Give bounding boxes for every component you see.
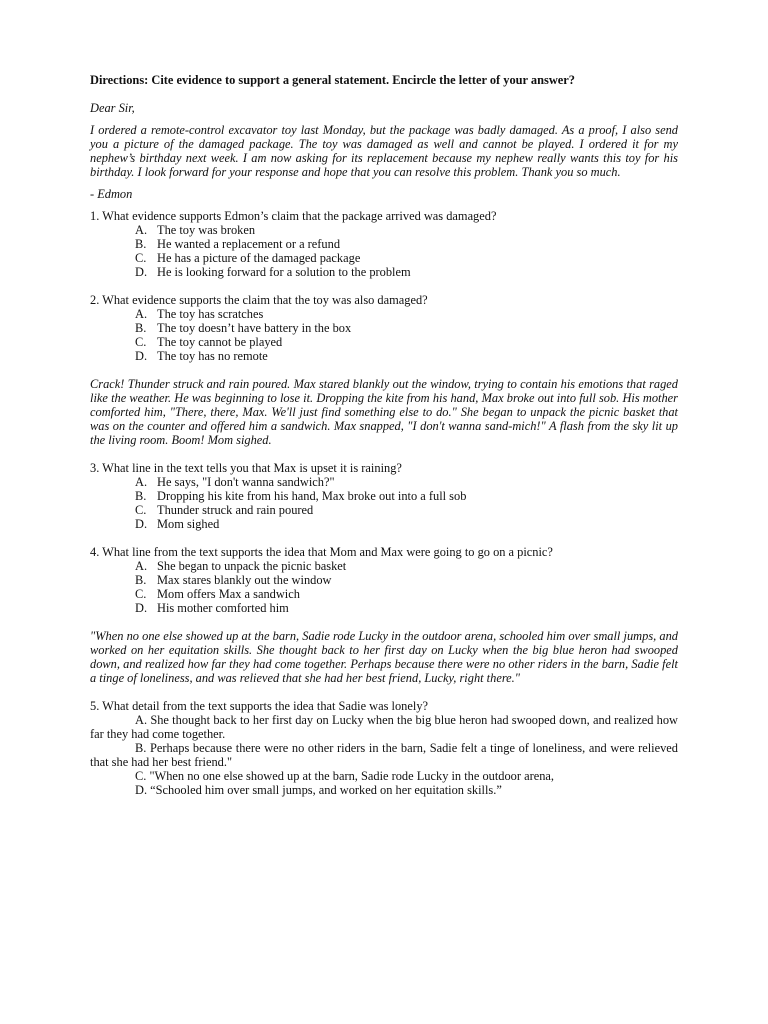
- option-text: He wanted a replacement or a refund: [157, 237, 341, 251]
- question-1: [90, 209, 678, 279]
- option-c[interactable]: [135, 335, 678, 349]
- question-4: [90, 545, 678, 615]
- option-text: He has a picture of the damaged package: [157, 251, 361, 265]
- option-letter: A.: [135, 713, 148, 727]
- option-letter: C.: [135, 335, 147, 349]
- option-letter: C.: [135, 587, 147, 601]
- question-2-options: [90, 307, 678, 363]
- question-4-text: 4. What line from the text supports the idea that Mom and Max were going to go on a picnic?: [90, 545, 553, 559]
- letter-signature: - Edmon: [90, 187, 133, 201]
- question-3: [90, 461, 678, 531]
- question-1-text: 1. What evidence supports Edmon’s claim that the package arrived was damaged?: [90, 209, 497, 223]
- option-a[interactable]: [135, 475, 678, 489]
- option-text: She thought back to her first day on Lucky when the big blue heron had swooped down, and realized how far they had come together.: [90, 713, 678, 741]
- question-5-text: 5. What detail from the text supports the idea that Sadie was lonely?: [90, 699, 429, 713]
- option-d[interactable]: [90, 783, 678, 797]
- option-b[interactable]: [90, 741, 678, 769]
- option-letter: B.: [135, 573, 147, 587]
- option-letter: D.: [135, 349, 148, 363]
- option-text: The toy was broken: [157, 223, 256, 237]
- option-text: She began to unpack the picnic basket: [157, 559, 347, 573]
- option-text: Mom sighed: [157, 517, 220, 531]
- letter-body: I ordered a remote-control excavator toy last Monday, but the package was badly damaged. As a proof, I also send you a picture of the damaged package. The toy was damaged as well and cannot be played. I ordered it for my nephew’s birthday next week. I am now asking for its replacement because my nephew really wants this toy for his birthday. I look forward for your response and hope that you can resolve this problem. Thank you so much.: [90, 123, 678, 179]
- option-letter: C.: [135, 251, 147, 265]
- option-text: “Schooled him over small jumps, and worked on her equitation skills.”: [150, 783, 502, 797]
- option-letter: A.: [135, 475, 148, 489]
- option-letter: A.: [135, 559, 148, 573]
- option-a[interactable]: [135, 307, 678, 321]
- option-b[interactable]: [135, 321, 678, 335]
- option-letter: C.: [135, 769, 147, 783]
- passage-max: Crack! Thunder struck and rain poured. Max stared blankly out the window, trying to contain his emotions that raged like the weather. He was beginning to lose it. Dropping the kite from his hand, Max broke out into full sob. His mother comforted him, "There, there, Max. We'll just find something else to do." She began to unpack the picnic basket that was on the counter and offered him a sandwich. Max snapped, "I don't wanna sand-mich!" A flash from the sky lit up the living room. Boom! Mom sighed.: [90, 377, 678, 447]
- option-letter: D.: [135, 517, 148, 531]
- question-1-options: [90, 223, 678, 279]
- option-text: Dropping his kite from his hand, Max broke out into a full sob: [157, 489, 467, 503]
- option-d[interactable]: [135, 265, 678, 279]
- option-text: His mother comforted him: [157, 601, 289, 615]
- option-d[interactable]: [135, 601, 678, 615]
- option-text: The toy doesn’t have battery in the box: [157, 321, 352, 335]
- option-text: Max stares blankly out the window: [157, 573, 332, 587]
- question-5: [90, 699, 678, 797]
- option-letter: D.: [135, 601, 148, 615]
- option-letter: B.: [135, 741, 147, 755]
- option-text: Perhaps because there were no other riders in the barn, Sadie felt a tinge of loneliness, and were relieved that she had her best friend.": [90, 741, 678, 769]
- option-b[interactable]: [135, 573, 678, 587]
- option-a[interactable]: [135, 559, 678, 573]
- option-text: He is looking forward for a solution to the problem: [157, 265, 411, 279]
- question-5-options: [90, 713, 678, 797]
- option-text: The toy has no remote: [157, 349, 268, 363]
- question-4-options: [90, 559, 678, 615]
- directions-heading: Directions: Cite evidence to support a general statement. Encircle the letter of your answer?: [90, 73, 575, 87]
- option-b[interactable]: [135, 489, 678, 503]
- option-text: The toy cannot be played: [157, 335, 283, 349]
- option-text: "When no one else showed up at the barn, Sadie rode Lucky in the outdoor arena,: [149, 769, 555, 783]
- option-letter: B.: [135, 489, 147, 503]
- option-d[interactable]: [135, 349, 678, 363]
- option-c[interactable]: [135, 251, 678, 265]
- option-text: He says, "I don't wanna sandwich?": [157, 475, 335, 489]
- option-letter: D.: [135, 265, 148, 279]
- option-b[interactable]: [135, 237, 678, 251]
- option-letter: D.: [135, 783, 148, 797]
- question-3-text: 3. What line in the text tells you that Max is upset it is raining?: [90, 461, 402, 475]
- option-a[interactable]: [90, 713, 678, 741]
- question-2-text: 2. What evidence supports the claim that the toy was also damaged?: [90, 293, 428, 307]
- option-c[interactable]: [135, 587, 678, 601]
- option-letter: B.: [135, 321, 147, 335]
- question-2: [90, 293, 678, 363]
- option-text: Mom offers Max a sandwich: [157, 587, 300, 601]
- option-letter: C.: [135, 503, 147, 517]
- option-a[interactable]: [135, 223, 678, 237]
- option-letter: A.: [135, 307, 148, 321]
- option-text: Thunder struck and rain poured: [157, 503, 314, 517]
- option-d[interactable]: [135, 517, 678, 531]
- option-c[interactable]: [90, 769, 678, 783]
- option-c[interactable]: [135, 503, 678, 517]
- option-letter: B.: [135, 237, 147, 251]
- option-letter: A.: [135, 223, 148, 237]
- option-text: The toy has scratches: [157, 307, 264, 321]
- passage-sadie: "When no one else showed up at the barn, Sadie rode Lucky in the outdoor arena, schooled him over small jumps, and worked on her equitation skills. She thought back to her first day on Lucky when the big blue heron had swooped down, and realized how far they had come together. Perhaps because there were no other riders in the barn, Sadie felt a tinge of loneliness, and was relieved that she had her best friend, Lucky, right there.": [90, 629, 678, 685]
- letter-salutation: Dear Sir,: [90, 101, 135, 115]
- question-3-options: [90, 475, 678, 531]
